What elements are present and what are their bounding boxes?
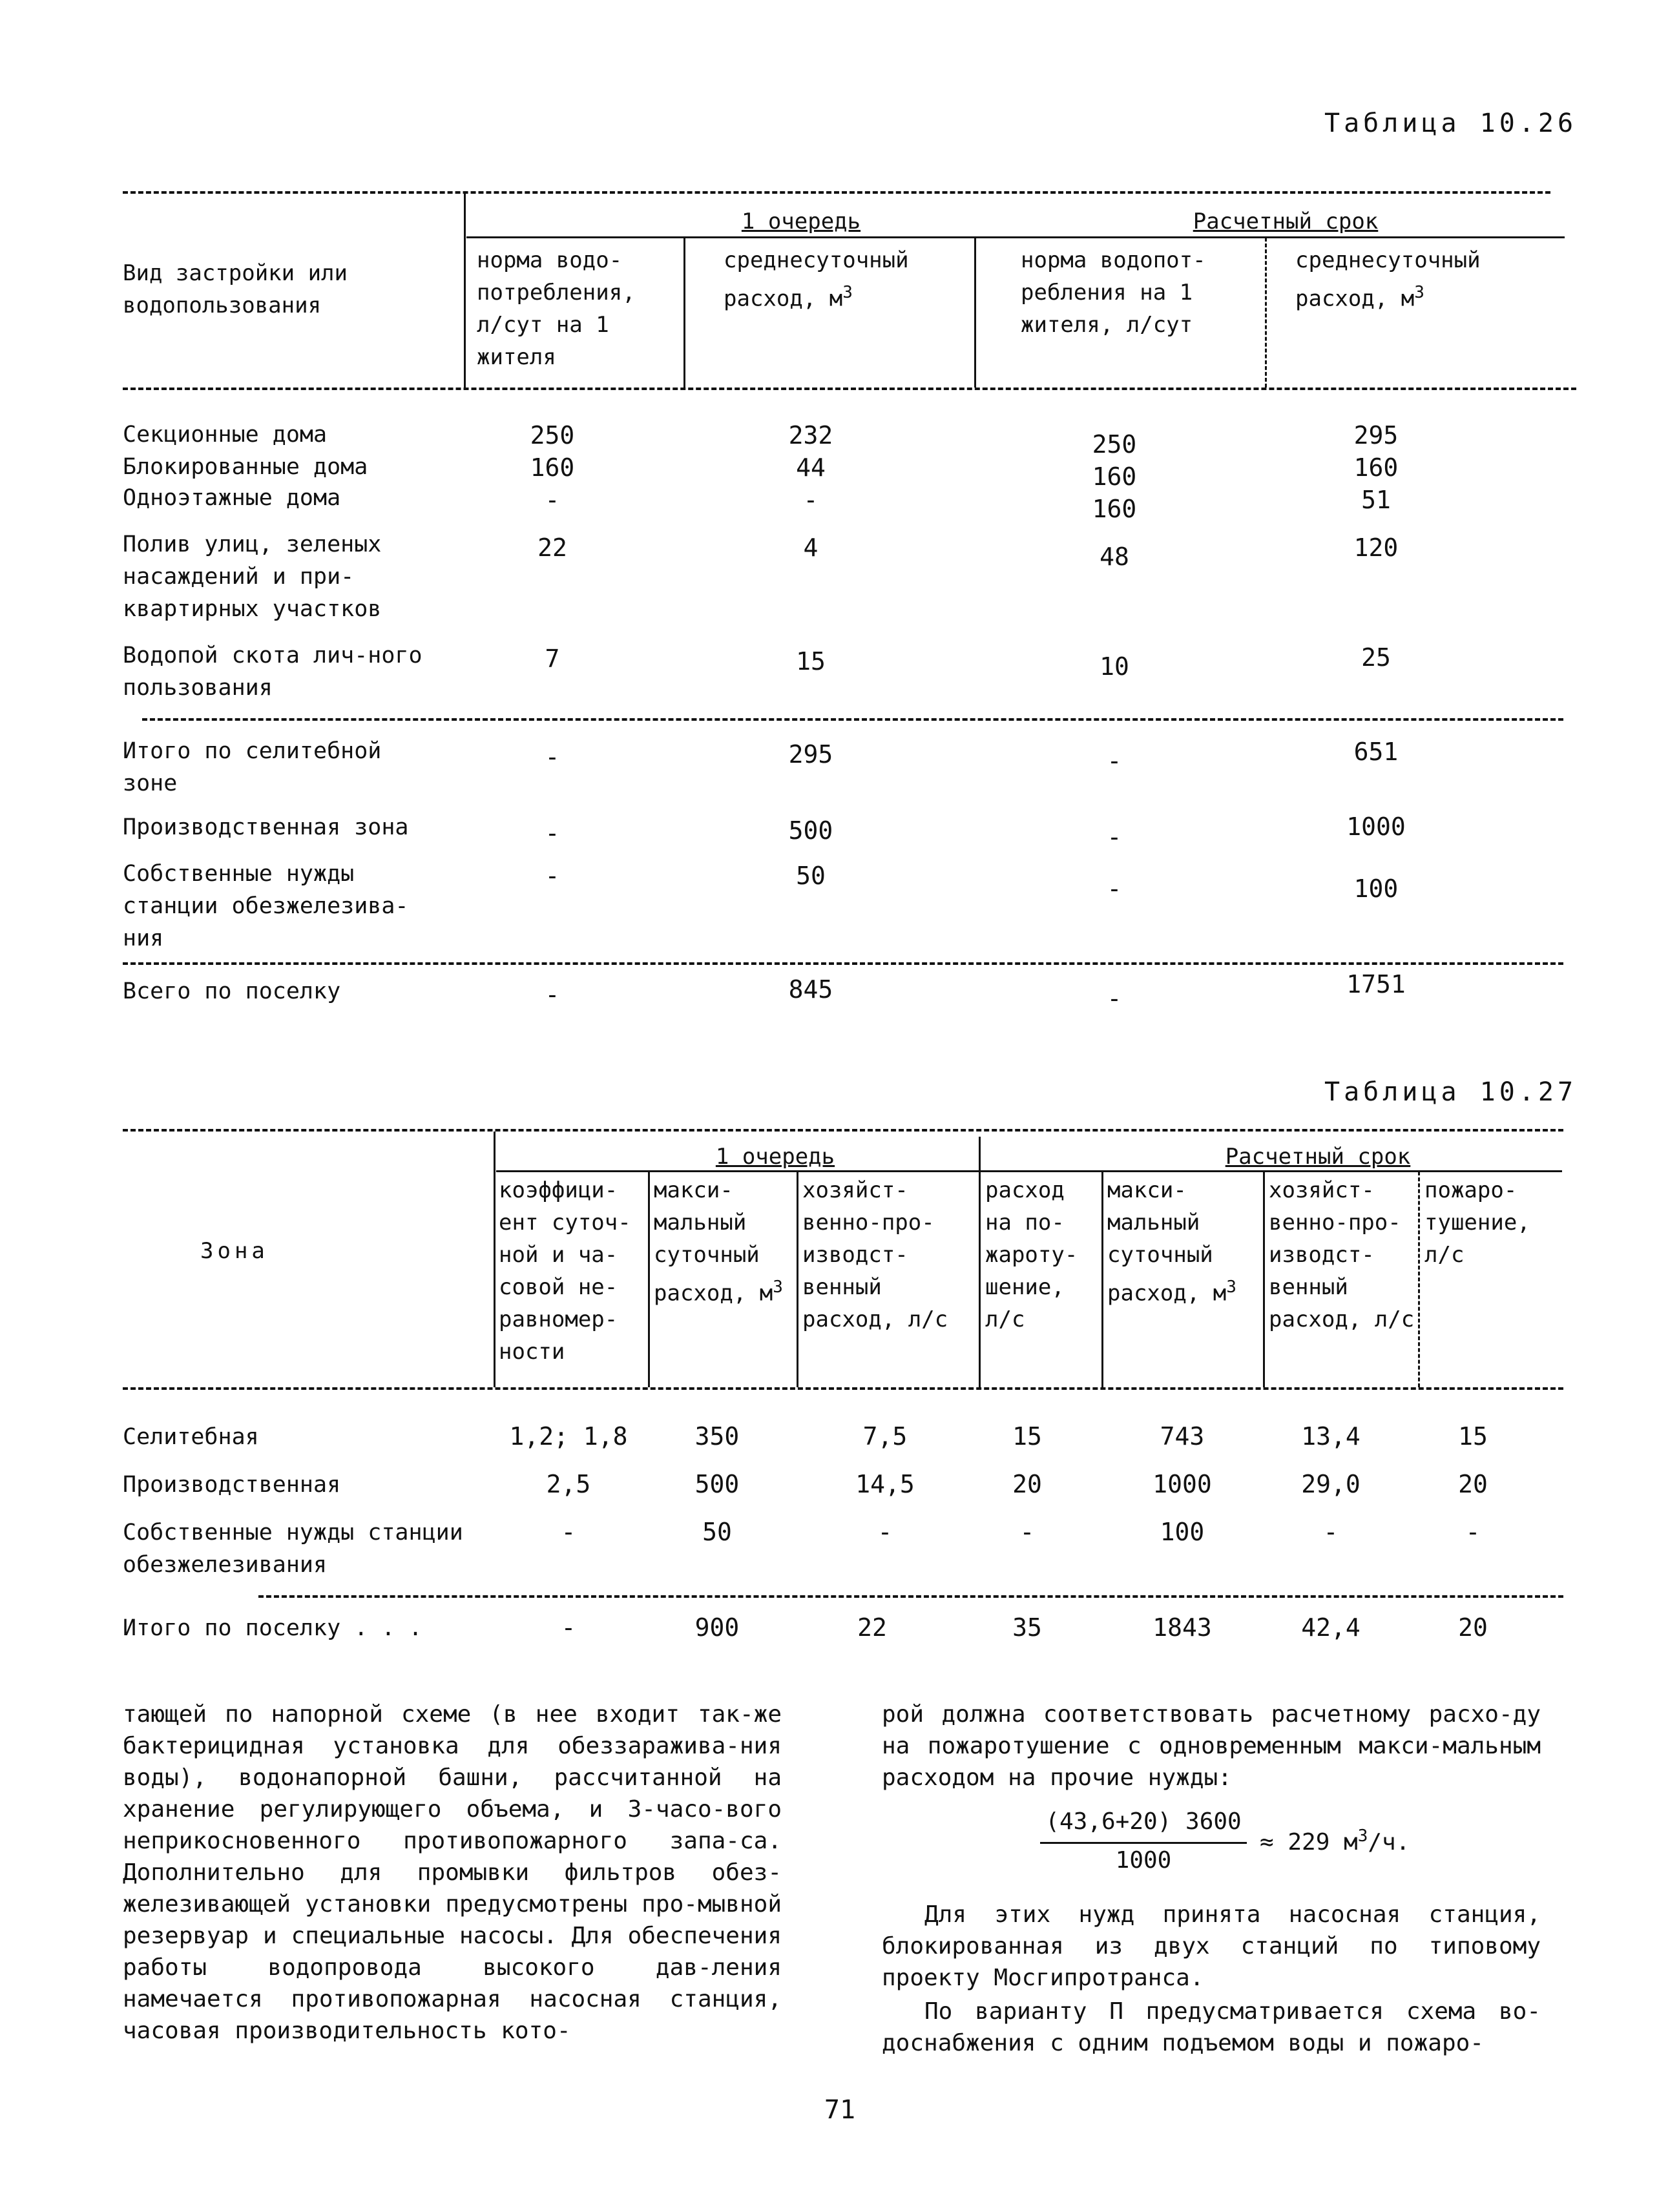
table2-cell: 13,4 [1301, 1422, 1361, 1451]
table2-cell: 50 [702, 1518, 732, 1546]
table1-cell: 500 [788, 816, 833, 845]
table2-cell: 14,5 [855, 1470, 915, 1498]
table2-row-name: Селитебная [123, 1424, 259, 1450]
table2-cell: 7,5 [862, 1422, 908, 1451]
table1-row-name: Полив улиц, зеленых насаждений и при-квартирных участков [123, 532, 382, 622]
table2-group-first-stage: 1 очередь [715, 1144, 835, 1170]
table1-cell: - [1107, 823, 1122, 851]
table1-cell: 25 [1361, 643, 1391, 672]
table1-col-avg-1-text: среднесуточный расход, м [724, 247, 909, 312]
table1-header-vline-2 [974, 238, 976, 388]
table1-cell: 160 [1092, 495, 1137, 523]
table1-col-type: Вид застройки или водопользования [123, 260, 348, 318]
table1-cell: 1000 [1346, 812, 1406, 841]
table1-cell: 232 [788, 421, 833, 450]
table1-cell: 160 [530, 453, 575, 482]
table2-header-bottom-rule [123, 1387, 1563, 1390]
table1-cell: 100 [1353, 874, 1399, 903]
body-text-left: тающей по напорной схеме (в нее входит так-же бактерицидная установка для обеззаражива-ния воды), водонапорной башни, рассчитанной на хранение регулирующего объема, и 3-часо-вого неприкосновенного противопожарного запа-са. Дополнительно для промывки фильтров обез-железивающей установки предусмотрены про-мывной резервуар и специальные насосы. Для обеспечения работы водопровода высокого дав-ления намечается противопожарная насосная станция, часовая производительность кото- [123, 1701, 782, 2044]
table2-cell: 743 [1160, 1422, 1205, 1451]
page-number: 71 [824, 2095, 856, 2125]
table1-cell: - [1107, 874, 1122, 903]
formula [1034, 1808, 1525, 1886]
table1-cell: 295 [1353, 421, 1399, 450]
table2-cell: 900 [694, 1613, 740, 1642]
table2-cell: 29,0 [1301, 1470, 1361, 1498]
table2-cell: 100 [1160, 1518, 1205, 1546]
table2-cell: - [1465, 1518, 1481, 1546]
table1-header-vline-3 [1265, 238, 1267, 388]
table1-row-name: Собственные нужды станции обезжелезива-ния [123, 861, 409, 951]
table2-col-zone: Зона [200, 1238, 269, 1264]
table1-row-name: Производственная зона [123, 814, 409, 840]
formula-fraction-bar [1040, 1842, 1247, 1844]
table2-cell: - [1019, 1518, 1035, 1546]
table1-cell: 250 [1092, 430, 1137, 459]
table1-cell: - [545, 486, 560, 514]
table2-total-rule [258, 1595, 1563, 1598]
table2-cell: 500 [694, 1470, 740, 1498]
table1-total-rule [123, 962, 1563, 965]
table1-cell: - [545, 862, 560, 890]
table1-group-rule [466, 236, 1565, 238]
table1-cell: 4 [803, 533, 819, 562]
table1-header-vline-1 [683, 238, 685, 388]
table2-header-vline-5 [1263, 1172, 1265, 1387]
table2-header-vline-4 [1101, 1172, 1103, 1387]
table2-cell: 15 [1012, 1422, 1042, 1451]
body-text-right-2: Для этих нужд принята насосная станция, блокированная из двух станций по типовому проекту Мосгипротранса. [882, 1901, 1541, 1991]
table2-cell: 350 [694, 1422, 740, 1451]
table1-group-calc-period: Расчетный срок [1193, 209, 1379, 234]
table1-cell: 48 [1100, 543, 1129, 571]
table2-cell: 22 [857, 1613, 887, 1642]
table1-header-vline-0 [464, 194, 466, 388]
table1-cell: - [545, 980, 560, 1009]
table1-cell: 120 [1353, 533, 1399, 562]
table1-cell: 51 [1361, 486, 1391, 514]
table1-cell: - [1107, 747, 1122, 775]
table1-col-norm-1: норма водо-потребления, л/сут на 1 жителя [477, 247, 636, 370]
table1-cell: - [545, 743, 560, 771]
formula-denominator: 1000 [1115, 1847, 1172, 1874]
table2-cell: - [877, 1518, 893, 1546]
table1-row-name: Секционные дома [123, 422, 328, 448]
table1-col-avg-2-sup: 3 [1414, 283, 1424, 302]
table2-col-max-1 [654, 1174, 793, 1309]
table1-cell: 160 [1353, 453, 1399, 482]
table1-cell: 845 [788, 975, 833, 1004]
table2-cell: 15 [1458, 1422, 1488, 1451]
table2-cell: 42,4 [1301, 1613, 1361, 1642]
table2-cell: 1843 [1152, 1613, 1212, 1642]
table2-col-max-2-sup: 3 [1226, 1277, 1236, 1297]
table2-row-name: Итого по поселку . . . [123, 1615, 422, 1641]
table1-col-avg-2 [1295, 244, 1541, 315]
table2-cell: - [561, 1613, 576, 1642]
body-text-right-1: рой должна соответствовать расчетному расхо-ду на пожаротушение с одновременным макси-мальным расходом на прочие нужды: [882, 1701, 1541, 1791]
table2-cell: - [561, 1518, 576, 1546]
table1-cell: 651 [1353, 738, 1399, 766]
table2-cell: 20 [1458, 1470, 1488, 1498]
table1-cell: 295 [788, 740, 833, 769]
table2-group-calc-period: Расчетный срок [1225, 1144, 1411, 1170]
table1-cell: 15 [796, 647, 826, 676]
table2-cell: 20 [1012, 1470, 1042, 1498]
table2-row-name: Собственные нужды станции обезжелезивания [123, 1520, 463, 1578]
table1-cell: 7 [545, 645, 560, 673]
table1-col-norm-2: норма водопот-ребления на 1 жителя, л/сут [1021, 247, 1206, 338]
table1-cell: 160 [1092, 462, 1137, 491]
table1-col-avg-2-text: среднесуточный расход, м [1295, 247, 1481, 312]
table1-group-first-stage: 1 очередь [741, 209, 861, 234]
formula-numerator: (43,6+20) 3600 [1045, 1808, 1242, 1835]
table2-col-max-1-sup: 3 [773, 1277, 783, 1297]
table2-group-rule [496, 1170, 1562, 1172]
table1-header-bottom-rule [123, 388, 1576, 390]
formula-result-sup: 3 [1357, 1826, 1368, 1846]
table2-col-max-1-text: макси-мальный суточный расход, м [654, 1177, 773, 1307]
table2-col-fire-1: расход на по-жароту-шение, л/с [985, 1177, 1078, 1332]
table2-header-vline-6 [1418, 1172, 1420, 1387]
table2-cell: 2,5 [546, 1470, 591, 1498]
table2-col-hoz-1: хозяйст-венно-про-изводст-венный расход, л/с [802, 1177, 948, 1332]
table2-header-vline-2 [797, 1172, 798, 1387]
table1-cell: 50 [796, 862, 826, 890]
table1-cell: 22 [537, 533, 567, 562]
formula-result [1260, 1826, 1410, 1855]
table2-row-name: Производственная [123, 1472, 341, 1498]
table1-col-avg-1-sup: 3 [842, 283, 853, 302]
table1-cell: - [545, 819, 560, 847]
table2-cell: 35 [1012, 1613, 1042, 1642]
table2-col-fire-2: пожаро-тушение, л/с [1424, 1177, 1530, 1268]
table1-cell: - [1107, 984, 1122, 1013]
table2-cell: 20 [1458, 1613, 1488, 1642]
table2-col-max-2-text: макси-мальный суточный расход, м [1107, 1177, 1227, 1307]
table1-subtotal-rule [142, 718, 1563, 721]
table1-cell: - [803, 486, 819, 514]
table2-col-coeff: коэффици-ент суточ-ной и ча-совой не-равномер-ности [499, 1177, 631, 1365]
table1-cell: 1751 [1346, 970, 1406, 998]
table2-col-max-2 [1107, 1174, 1260, 1309]
table1-col-avg-1 [724, 244, 969, 315]
table1-top-rule [123, 191, 1550, 194]
table1-row-name: Всего по поселку [123, 978, 341, 1004]
table2-header-vline-0 [494, 1132, 495, 1387]
table1-row-name: Итого по селитебной зоне [123, 738, 382, 796]
table2-cell: - [1323, 1518, 1339, 1546]
table2-header-vline-3 [979, 1137, 981, 1387]
formula-result-value: ≈ 229 м [1260, 1829, 1358, 1855]
table2-header-vline-1 [648, 1172, 650, 1387]
table1-cell: 44 [796, 453, 826, 482]
table2-cell: 1000 [1152, 1470, 1212, 1498]
table1-cell: 10 [1100, 652, 1129, 681]
formula-result-unit: /ч. [1368, 1829, 1410, 1855]
table2-cell: 1,2; 1,8 [509, 1422, 628, 1451]
table1-row-name: Одноэтажные дома [123, 485, 341, 511]
table1-cell: 250 [530, 421, 575, 450]
table2-caption: Таблица 10.27 [1324, 1077, 1578, 1107]
table1-row-name: Блокированные дома [123, 454, 368, 480]
body-text-right-3: По варианту П предусматривается схема во-доснабжения с одним подъемом воды и пожаро- [882, 1998, 1541, 2056]
table2-col-hoz-2: хозяйст-венно-про-изводст-венный расход, л/с [1269, 1177, 1415, 1332]
table1-row-name: Водопой скота лич-ного пользования [123, 643, 422, 701]
table1-caption: Таблица 10.26 [1324, 109, 1578, 138]
table2-top-rule [123, 1129, 1563, 1132]
